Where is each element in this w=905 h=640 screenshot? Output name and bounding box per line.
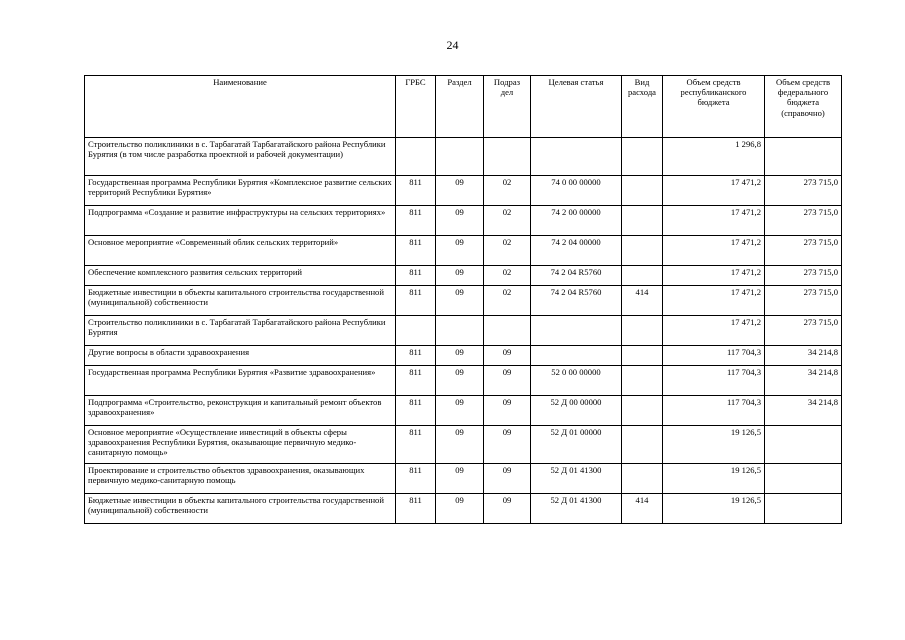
table-row	[85, 494, 842, 524]
cell-fed	[765, 494, 842, 524]
column-header-resp: Объем средств республиканского бюджета	[663, 76, 765, 138]
cell-vid	[622, 266, 663, 286]
cell-statya: 52 Д 01 41300	[531, 494, 622, 524]
cell-statya: 52 0 00 00000	[531, 366, 622, 396]
cell-razdel: 09	[436, 464, 484, 494]
table-header-row	[85, 76, 842, 138]
cell-name: Строительство поликлиники в с. Тарбагатай Тарбагатайского района Республики Бурятия	[85, 316, 396, 346]
cell-fed	[765, 464, 842, 494]
cell-podrazdel	[484, 316, 531, 346]
table-row	[85, 464, 842, 494]
page-number: 24	[446, 38, 459, 52]
cell-statya	[531, 346, 622, 366]
cell-podrazdel: 02	[484, 266, 531, 286]
cell-vid	[622, 206, 663, 236]
cell-podrazdel: 02	[484, 206, 531, 236]
cell-fed: 273 715,0	[765, 176, 842, 206]
cell-statya: 74 0 00 00000	[531, 176, 622, 206]
cell-fed: 273 715,0	[765, 316, 842, 346]
cell-fed: 34 214,8	[765, 366, 842, 396]
cell-fed: 34 214,8	[765, 396, 842, 426]
cell-grbs: 811	[396, 396, 436, 426]
cell-podrazdel: 02	[484, 176, 531, 206]
cell-resp: 19 126,5	[663, 426, 765, 464]
cell-razdel: 09	[436, 366, 484, 396]
cell-grbs: 811	[396, 206, 436, 236]
column-header-fed: Объем средств федерального бюджета (справочно)	[765, 76, 842, 138]
cell-razdel	[436, 316, 484, 346]
cell-resp: 17 471,2	[663, 236, 765, 266]
column-header-statya: Целевая статья	[531, 76, 622, 138]
cell-vid	[622, 426, 663, 464]
cell-grbs: 811	[396, 426, 436, 464]
cell-grbs: 811	[396, 346, 436, 366]
cell-podrazdel: 09	[484, 464, 531, 494]
cell-resp: 19 126,5	[663, 464, 765, 494]
cell-razdel: 09	[436, 206, 484, 236]
cell-name: Проектирование и строительство объектов здравоохранения, оказывающих первичную медико-санитарную помощь	[85, 464, 396, 494]
cell-vid	[622, 366, 663, 396]
cell-name: Государственная программа Республики Бурятия «Комплексное развитие сельских территорий Республики Бурятия»	[85, 176, 396, 206]
cell-razdel: 09	[436, 176, 484, 206]
table-row	[85, 396, 842, 426]
cell-vid	[622, 464, 663, 494]
cell-statya: 74 2 00 00000	[531, 206, 622, 236]
cell-resp: 17 471,2	[663, 206, 765, 236]
cell-fed: 34 214,8	[765, 346, 842, 366]
cell-fed	[765, 138, 842, 176]
cell-name: Другие вопросы в области здравоохранения	[85, 346, 396, 366]
cell-name: Бюджетные инвестиции в объекты капитального строительства государственной (муниципальной) собственности	[85, 286, 396, 316]
cell-podrazdel: 09	[484, 396, 531, 426]
cell-statya	[531, 316, 622, 346]
cell-vid	[622, 316, 663, 346]
cell-name: Строительство поликлиники в с. Тарбагатай Тарбагатайского района Республики Бурятия (в том числе разработка проектной и рабочей документации)	[85, 138, 396, 176]
cell-fed: 273 715,0	[765, 286, 842, 316]
cell-fed: 273 715,0	[765, 236, 842, 266]
cell-statya: 74 2 04 R5760	[531, 266, 622, 286]
cell-resp: 117 704,3	[663, 366, 765, 396]
cell-fed	[765, 426, 842, 464]
cell-razdel: 09	[436, 286, 484, 316]
cell-statya: 52 Д 01 00000	[531, 426, 622, 464]
cell-name: Обеспечение комплексного развития сельских территорий	[85, 266, 396, 286]
cell-vid	[622, 138, 663, 176]
cell-razdel: 09	[436, 266, 484, 286]
table-row	[85, 266, 842, 286]
cell-resp: 19 126,5	[663, 494, 765, 524]
cell-resp: 17 471,2	[663, 316, 765, 346]
cell-grbs: 811	[396, 286, 436, 316]
cell-resp: 1 296,8	[663, 138, 765, 176]
cell-grbs: 811	[396, 494, 436, 524]
cell-name: Бюджетные инвестиции в объекты капитального строительства государственной (муниципальной) собственности	[85, 494, 396, 524]
cell-name: Подпрограмма «Строительство, реконструкция и капитальный ремонт объектов здравоохранения»	[85, 396, 396, 426]
column-header-vid: Вид расхода	[622, 76, 663, 138]
cell-resp: 17 471,2	[663, 266, 765, 286]
table-row	[85, 138, 842, 176]
cell-podrazdel: 02	[484, 236, 531, 266]
cell-razdel: 09	[436, 346, 484, 366]
table-row	[85, 346, 842, 366]
cell-statya	[531, 138, 622, 176]
cell-statya: 74 2 04 R5760	[531, 286, 622, 316]
cell-vid	[622, 346, 663, 366]
cell-statya: 74 2 04 00000	[531, 236, 622, 266]
column-header-podrazdel: Подраз дел	[484, 76, 531, 138]
cell-razdel	[436, 138, 484, 176]
cell-grbs: 811	[396, 176, 436, 206]
cell-vid	[622, 236, 663, 266]
cell-razdel: 09	[436, 396, 484, 426]
table-row	[85, 206, 842, 236]
cell-podrazdel	[484, 138, 531, 176]
column-header-grbs: ГРБС	[396, 76, 436, 138]
table-row	[85, 286, 842, 316]
column-header-razdel: Раздел	[436, 76, 484, 138]
cell-name: Основное мероприятие «Осуществление инвестиций в объекты сферы здравоохранения Республики Бурятия, оказывающие первичную медико-санитарную помощь»	[85, 426, 396, 464]
cell-name: Основное мероприятие «Современный облик сельских территорий»	[85, 236, 396, 266]
cell-fed: 273 715,0	[765, 266, 842, 286]
cell-vid: 414	[622, 286, 663, 316]
cell-name: Подпрограмма «Создание и развитие инфраструктуры на сельских территориях»	[85, 206, 396, 236]
column-header-name: Наименование	[85, 76, 396, 138]
cell-razdel: 09	[436, 494, 484, 524]
cell-vid: 414	[622, 494, 663, 524]
cell-podrazdel: 09	[484, 426, 531, 464]
cell-fed: 273 715,0	[765, 206, 842, 236]
budget-table	[84, 75, 842, 524]
cell-grbs	[396, 138, 436, 176]
cell-grbs: 811	[396, 366, 436, 396]
cell-name: Государственная программа Республики Бурятия «Развитие здравоохранения»	[85, 366, 396, 396]
cell-grbs: 811	[396, 464, 436, 494]
table-row	[85, 236, 842, 266]
table-body	[85, 138, 842, 524]
cell-grbs: 811	[396, 236, 436, 266]
cell-vid	[622, 396, 663, 426]
table-row	[85, 426, 842, 464]
cell-statya: 52 Д 01 41300	[531, 464, 622, 494]
cell-statya: 52 Д 00 00000	[531, 396, 622, 426]
cell-resp: 117 704,3	[663, 396, 765, 426]
cell-grbs	[396, 316, 436, 346]
table-row	[85, 316, 842, 346]
cell-podrazdel: 09	[484, 346, 531, 366]
table-row	[85, 366, 842, 396]
cell-podrazdel: 09	[484, 494, 531, 524]
cell-razdel: 09	[436, 236, 484, 266]
cell-vid	[622, 176, 663, 206]
cell-podrazdel: 02	[484, 286, 531, 316]
cell-resp: 17 471,2	[663, 176, 765, 206]
cell-podrazdel: 09	[484, 366, 531, 396]
cell-resp: 117 704,3	[663, 346, 765, 366]
cell-resp: 17 471,2	[663, 286, 765, 316]
cell-grbs: 811	[396, 266, 436, 286]
table-row	[85, 176, 842, 206]
cell-razdel: 09	[436, 426, 484, 464]
